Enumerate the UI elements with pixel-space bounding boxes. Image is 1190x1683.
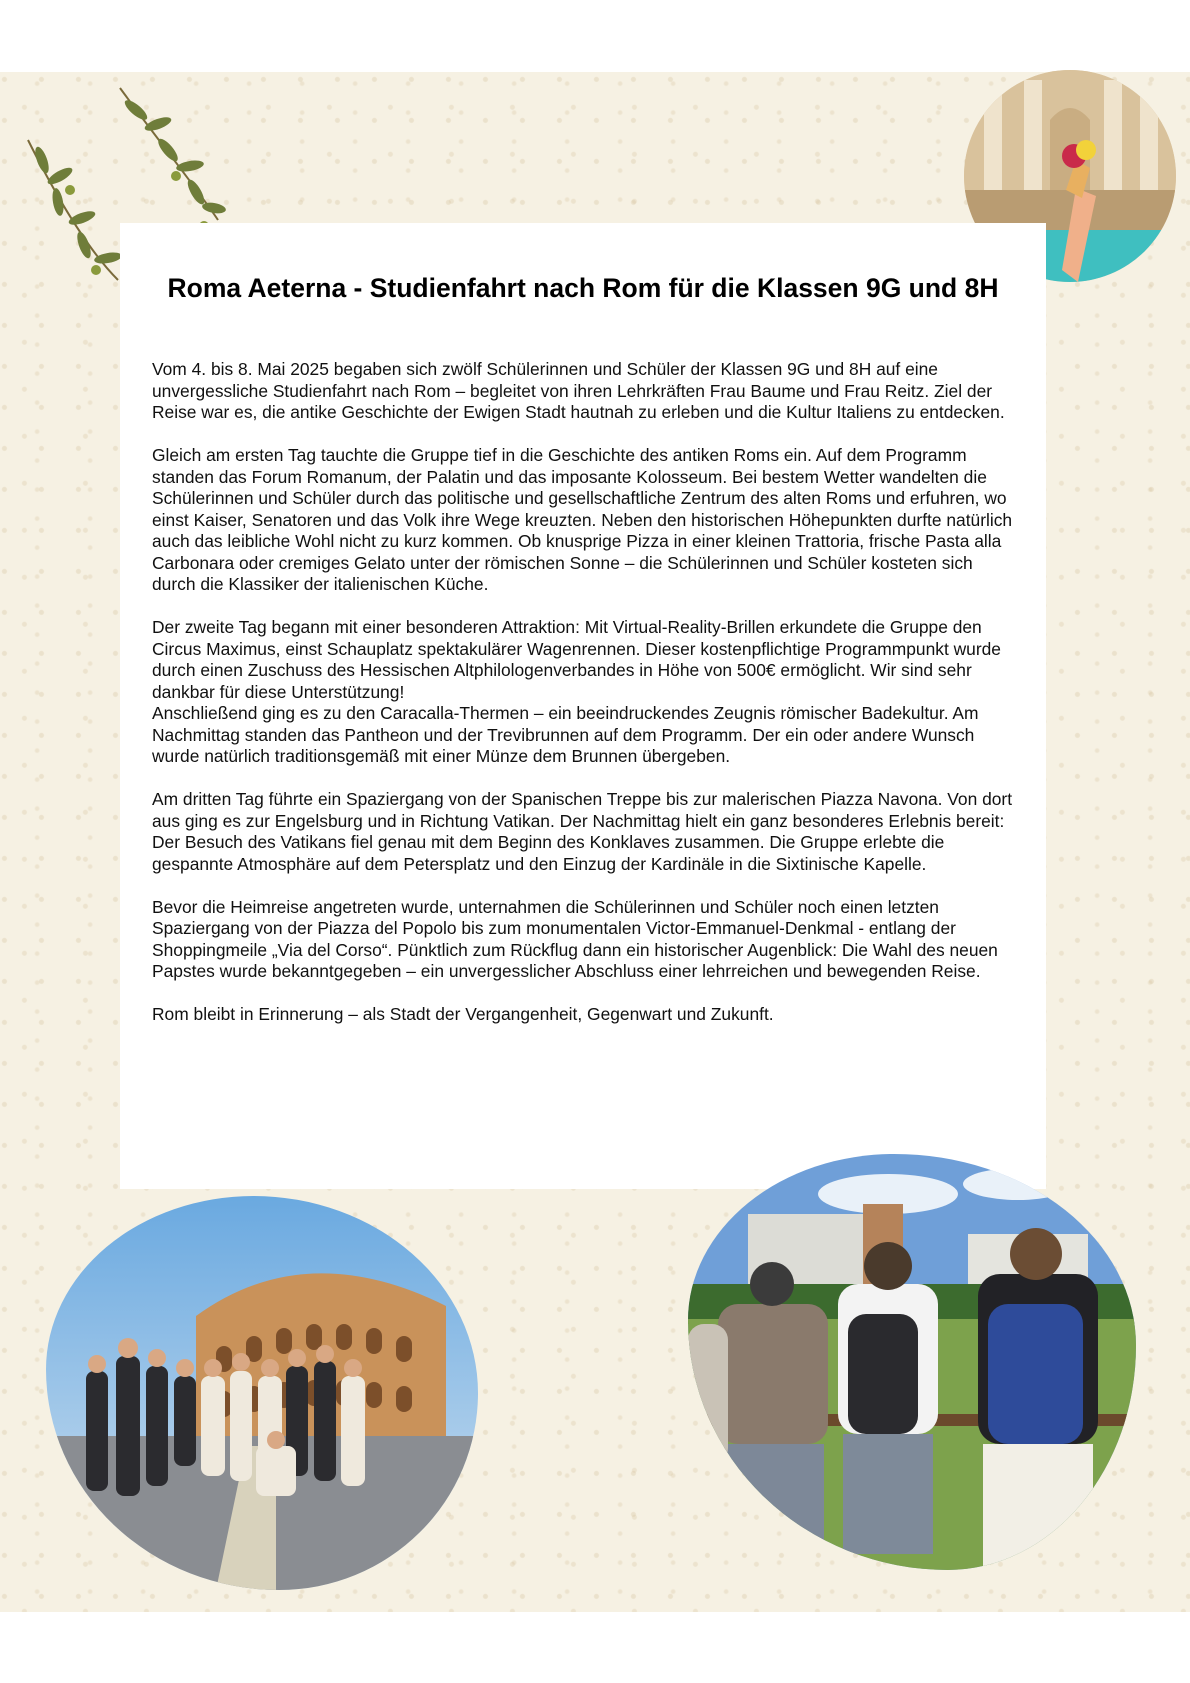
article-body bbox=[152, 359, 1020, 1047]
article-paragraph: Am dritten Tag führte ein Spaziergang von der Spanischen Treppe bis zur malerischen Piazza Navona. Von dort aus ging es zur Engelsburg und in Richtung Vatikan. Der Nachmittag hielt ein ganz besonderes Erlebnis bereit: Der Besuch des Vatikans fiel genau mit dem Beginn des Konklaves zusammen. Die Gruppe erlebte die gespannte Atmosphäre auf dem Petersplatz und den Einzug der Kardinäle in die Sixtinische Kapelle. bbox=[152, 789, 1013, 874]
article-paragraph: Vom 4. bis 8. Mai 2025 begaben sich zwölf Schülerinnen und Schüler der Klassen 9G und 8H auf eine unvergessliche Studienfahrt nach Rom – begleitet von ihren Lehrkräften Frau Baume und Frau Reitz. Ziel der Reise war es, die antike Geschichte der Ewigen Stadt hautnah zu erleben und die Kultur Italiens zu entdecken. bbox=[152, 359, 1005, 422]
article-title: Roma Aeterna - Studienfahrt nach Rom für die Klassen 9G und 8H bbox=[167, 273, 999, 303]
article-paragraph: Rom bleibt in Erinnerung – als Stadt der Vergangenheit, Gegenwart und Zukunft. bbox=[152, 1004, 774, 1024]
article-paragraph: Der zweite Tag begann mit einer besonderen Attraktion: Mit Virtual-Reality-Brillen erkundete die Gruppe den Circus Maximus, einst Schauplatz spektakulärer Wagenrennen. Dieser kostenpflichtige Programmpunkt wurde durch einen Zuschuss des Hessischen Altphilologenverbandes in Höhe von 500€ ermöglicht. Wir sind sehr dankbar für diese Unterstützung! Anschließend ging es zu den Caracalla-Thermen – ein beeindruckendes Zeugnis römischer Badekultur. Am Nachmittag standen das Pantheon und der Trevibrunnen auf dem Programm. Der ein oder andere Wunsch wurde natürlich traditionsgemäß mit einer Münze dem Brunnen übergeben. bbox=[152, 617, 1001, 766]
article-paragraph: Gleich am ersten Tag tauchte die Gruppe tief in die Geschichte des antiken Roms ein. Auf dem Programm standen das Forum Romanum, der Palatin und das imposante Kolosseum. Bei bestem Wetter wandelten die Schülerinnen und Schüler durch das politische und gesellschaftliche Zentrum des alten Roms und erfuhren, wo einst Kaiser, Senatoren und das Volk ihre Wege kreuzten. Neben den historischen Höhepunkten durfte natürlich auch das leibliche Wohl nicht zu kurz kommen. Ob knusprige Pizza in einer kleinen Trattoria, frische Pasta alla Carbonara oder cremiges Gelato unter der römischen Sonne – die Schülerinnen und Schüler kosteten sich durch die Klassiker der italienischen Küche. bbox=[152, 445, 1013, 594]
article-paragraph: Bevor die Heimreise angetreten wurde, unternahmen die Schülerinnen und Schüler noch einen letzten Spaziergang von der Piazza del Popolo bis zum monumentalen Victor-Emmanuel-Denkmal - entlang der Shoppingmeile „Via del Corso“. Pünktlich zum Rückflug dann ein historischer Augenblick: Die Wahl des neuen Papstes wurde bekanntgegeben – ein unvergesslicher Abschluss einer lehrreichen und bewegenden Reise. bbox=[152, 896, 998, 981]
